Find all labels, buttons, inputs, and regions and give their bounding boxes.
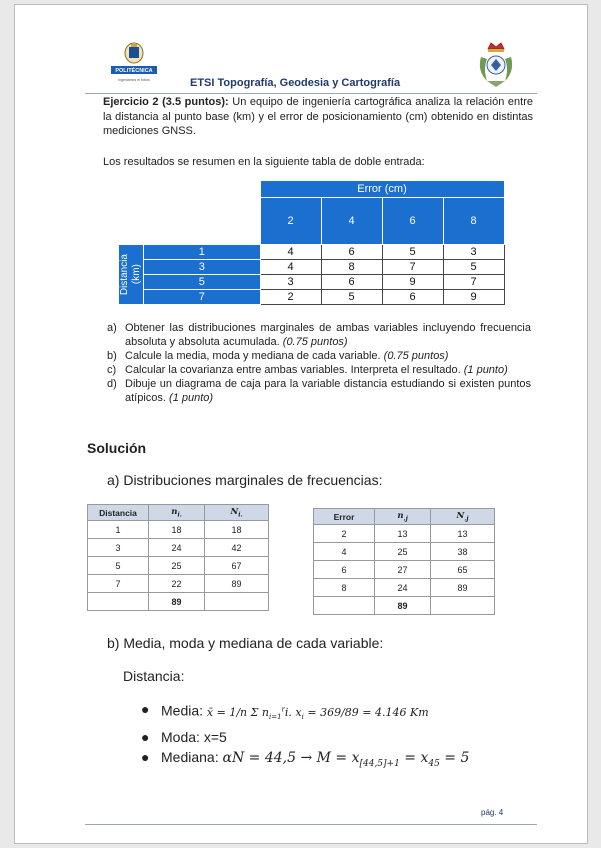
table-cell: 22: [149, 575, 205, 593]
table-total: 89: [375, 597, 431, 615]
table-cell: 3: [88, 539, 149, 557]
row-title-unit: (km): [131, 264, 142, 285]
table-cell: 8: [314, 579, 375, 597]
header-title: ETSI Topografía, Geodesia y Cartografía: [190, 77, 401, 89]
result-value: x=5: [203, 728, 227, 745]
question-item: [107, 349, 531, 363]
question-letter: a): [107, 322, 117, 334]
table-cell: 5: [382, 245, 443, 260]
row-title-text: Distancia: [119, 253, 130, 296]
section-a-title: a) Distribuciones marginales de frecuencias:: [107, 472, 383, 488]
bullet-icon: ●: [141, 701, 150, 717]
header-symbol: n: [171, 506, 178, 517]
exercise-statement: [103, 95, 533, 139]
col-header: 6: [382, 198, 443, 245]
table-cell: 5: [88, 557, 149, 575]
table-cell: 25: [375, 543, 431, 561]
questions-list: [107, 321, 531, 405]
mediana-formula: [222, 749, 470, 769]
crown-emblem-icon: [473, 41, 519, 89]
question-item: [107, 321, 531, 349]
double-entry-table: [118, 180, 505, 305]
table-cell: 4: [260, 260, 321, 275]
header-sub: i.: [238, 511, 243, 519]
formula-part: x̄ = 1/n Σ n: [206, 705, 269, 719]
table-intro-text: Los resultados se resumen en la siguiente tabla de doble entrada:: [103, 156, 425, 168]
table-cell: 9: [382, 275, 443, 290]
question-letter: d): [107, 378, 117, 390]
table-cell: 1: [88, 521, 149, 539]
result-media: [141, 699, 561, 727]
question-points: (0.75 puntos): [282, 336, 348, 348]
table-header: Error: [314, 509, 375, 525]
svg-text:POLITÉCNICA: POLITÉCNICA: [115, 68, 153, 74]
table-cell: 89: [205, 575, 269, 593]
result-label: Moda:: [161, 728, 200, 745]
table-cell: 24: [149, 539, 205, 557]
table-cell: 6: [321, 275, 382, 290]
table-cell: 3: [260, 275, 321, 290]
table-cell: 65: [431, 561, 495, 579]
table-header: [431, 509, 495, 525]
table-cell: 67: [205, 557, 269, 575]
table-cell: 6: [382, 290, 443, 305]
table-cell: 8: [321, 260, 382, 275]
table-cell: 24: [375, 579, 431, 597]
row-header: 7: [144, 290, 261, 305]
table-cell: 38: [431, 543, 495, 561]
table-cell: 2: [314, 525, 375, 543]
question-item: [107, 363, 531, 377]
distance-frequency-table: [87, 504, 269, 611]
table-cell: 18: [205, 521, 269, 539]
media-formula: [207, 706, 429, 719]
row-title: [119, 245, 144, 305]
solution-title: Solución: [87, 440, 147, 456]
col-header: 4: [321, 198, 382, 245]
table-cell: 7: [443, 275, 504, 290]
table-cell: 13: [431, 525, 495, 543]
school-emblem: [473, 41, 519, 89]
table-cell: 6: [321, 245, 382, 260]
table-cell: 42: [205, 539, 269, 557]
header-sub: .j: [464, 515, 469, 523]
formula-sub: i=1: [268, 712, 282, 721]
formula-part: = x: [404, 749, 429, 766]
col-title: Error (cm): [260, 181, 504, 198]
question-text: Obtener las distribuciones marginales de ambas variables incluyendo frecuencia absoluta y absoluta acumulada.: [125, 322, 531, 348]
table-cell: 27: [375, 561, 431, 579]
table-header: Distancia: [88, 505, 149, 521]
header-sub: i.: [177, 511, 182, 519]
bullet-icon: ●: [141, 748, 150, 765]
formula-sub: 45: [428, 758, 440, 769]
exercise-body: Un equipo de ingeniería cartográfica analiza la relación entre la distancia al punto base (km) y el error de posicionamiento (cm) obtenido en distintas mediciones GNSS.: [103, 96, 534, 137]
question-text: Calcular la covarianza entre ambas variables. Interpreta el resultado.: [125, 364, 461, 376]
question-item: [107, 377, 531, 405]
upm-logo: [103, 41, 165, 87]
header-symbol: n: [397, 510, 404, 521]
formula-sup: r: [281, 705, 285, 713]
question-letter: b): [107, 350, 117, 362]
table-cell: 6: [314, 561, 375, 579]
question-points: (1 punto): [463, 364, 508, 376]
bullet-icon: ●: [141, 728, 150, 745]
row-header: 5: [144, 275, 261, 290]
page-number: pág. 4: [481, 808, 504, 817]
question-points: (1 punto): [169, 392, 214, 404]
table-header: [205, 505, 269, 521]
table-cell: 7: [382, 260, 443, 275]
table-header: [149, 505, 205, 521]
table-cell: 18: [149, 521, 205, 539]
col-header: 8: [443, 198, 504, 245]
formula-unit: Km: [410, 705, 429, 719]
result-label: Mediana:: [161, 748, 219, 765]
header-divider: [85, 93, 537, 94]
col-header: 2: [260, 198, 321, 245]
document-page: [14, 4, 588, 844]
table-cell: 13: [375, 525, 431, 543]
university-crest-icon: [103, 41, 165, 87]
table-cell: 3: [443, 245, 504, 260]
table-cell: 25: [149, 557, 205, 575]
row-header: 3: [144, 260, 261, 275]
formula-part: = 369/89 = 4.146: [307, 705, 407, 719]
formula-part: = 5: [444, 749, 470, 766]
table-header: [375, 509, 431, 525]
section-b-title: b) Media, moda y mediana de cada variable:: [107, 635, 384, 651]
formula-part: i. x: [284, 705, 302, 719]
table-cell: 9: [443, 290, 504, 305]
result-label: Media:: [161, 702, 204, 719]
error-frequency-table: [313, 508, 495, 615]
formula-part: αN = 44,5 → M = x: [222, 749, 360, 766]
question-text: Dibuje un diagrama de caja para la variable distancia estudiando si existen puntos atípicos.: [125, 378, 531, 404]
question-letter: c): [107, 364, 117, 376]
result-mediana: [141, 747, 561, 774]
question-text: Calcule la media, moda y mediana de cada variable.: [125, 350, 381, 362]
results-list: [141, 699, 561, 774]
distance-label: Distancia:: [123, 668, 185, 684]
formula-sub: [44,5]+1: [359, 758, 400, 769]
footer-divider: [85, 824, 537, 825]
table-cell: 5: [443, 260, 504, 275]
header-sub: .j: [403, 515, 408, 523]
result-moda: [141, 727, 561, 747]
table-cell: 5: [321, 290, 382, 305]
table-cell: 4: [314, 543, 375, 561]
formula-sub: i: [301, 712, 304, 721]
question-points: (0.75 puntos): [383, 350, 449, 362]
exercise-label: Ejercicio 2 (3.5 puntos):: [103, 96, 229, 108]
header-symbol: N: [230, 506, 239, 517]
row-header: 1: [144, 245, 261, 260]
table-cell: 4: [260, 245, 321, 260]
table-intro: [103, 155, 533, 170]
table-cell: 2: [260, 290, 321, 305]
table-total: 89: [149, 593, 205, 611]
table-cell: 89: [431, 579, 495, 597]
header-symbol: N: [456, 510, 465, 521]
svg-text:Ingeniamos el futuro: Ingeniamos el futuro: [118, 78, 150, 82]
table-cell: 7: [88, 575, 149, 593]
